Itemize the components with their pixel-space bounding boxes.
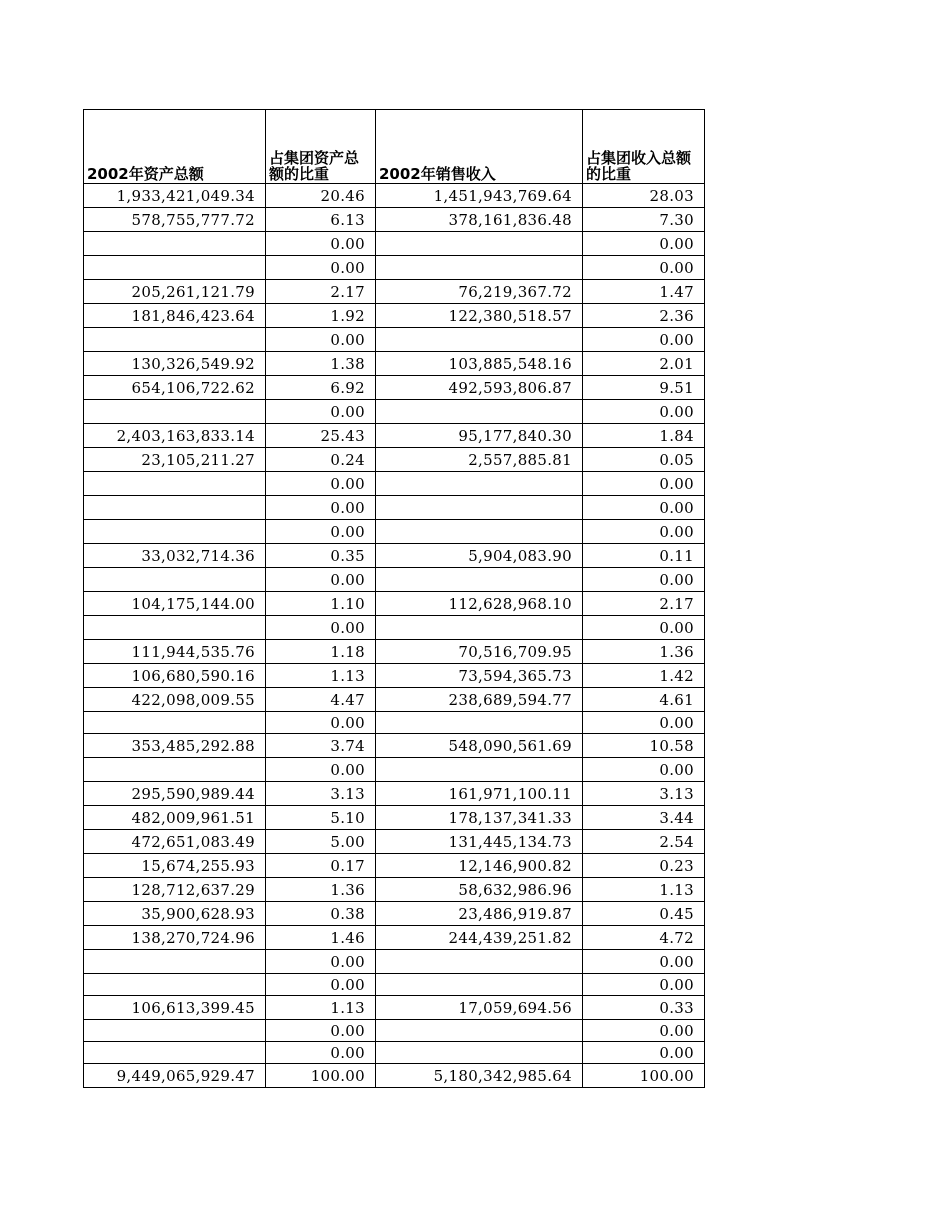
cell-asset-share[interactable]: 4.47 [266,688,376,712]
cell-sales[interactable] [376,1042,583,1064]
cell-sales[interactable]: 548,090,561.69 [376,734,583,758]
cell-asset-share[interactable]: 0.00 [266,328,376,352]
cell-sales-share[interactable]: 0.00 [583,974,705,996]
table-row [84,712,705,734]
cell-sales[interactable] [376,1020,583,1042]
header-sales[interactable]: 2002年销售收入 [376,110,583,184]
cell-sales-share[interactable]: 0.11 [583,544,705,568]
cell-sales-share[interactable]: 7.30 [583,208,705,232]
cell-asset-share[interactable]: 2.17 [266,280,376,304]
cell-asset-share[interactable]: 5.00 [266,830,376,854]
cell-asset-share[interactable]: 0.00 [266,950,376,974]
table-row [84,568,705,592]
cell-sales[interactable] [376,520,583,544]
cell-asset-share[interactable]: 3.13 [266,782,376,806]
cell-assets[interactable] [84,496,266,520]
cell-asset-share[interactable]: 1.18 [266,640,376,664]
cell-asset-share[interactable]: 0.00 [266,1020,376,1042]
cell-asset-share[interactable]: 0.00 [266,400,376,424]
cell-assets[interactable] [84,232,266,256]
cell-asset-share[interactable]: 0.00 [266,1042,376,1064]
cell-assets[interactable] [84,1042,266,1064]
cell-sales[interactable] [376,256,583,280]
table-row [84,902,705,926]
cell-sales[interactable]: 12,146,900.82 [376,854,583,878]
cell-sales-share[interactable]: 0.00 [583,568,705,592]
cell-sales-share[interactable]: 0.00 [583,472,705,496]
cell-asset-share[interactable]: 0.00 [266,520,376,544]
cell-sales[interactable]: 178,137,341.33 [376,806,583,830]
cell-sales-share[interactable]: 9.51 [583,376,705,400]
cell-assets[interactable]: 33,032,714.36 [84,544,266,568]
cell-asset-share[interactable]: 1.38 [266,352,376,376]
cell-sales[interactable]: 70,516,709.95 [376,640,583,664]
cell-sales[interactable] [376,616,583,640]
cell-sales[interactable]: 131,445,134.73 [376,830,583,854]
cell-asset-share[interactable]: 100.00 [266,1064,376,1088]
cell-assets[interactable]: 130,326,549.92 [84,352,266,376]
cell-assets[interactable]: 9,449,065,929.47 [84,1064,266,1088]
cell-sales-share[interactable]: 1.13 [583,878,705,902]
cell-asset-share[interactable]: 0.00 [266,758,376,782]
cell-sales-share[interactable]: 0.33 [583,996,705,1020]
cell-assets[interactable]: 106,680,590.16 [84,664,266,688]
cell-sales[interactable]: 2,557,885.81 [376,448,583,472]
cell-assets[interactable] [84,256,266,280]
table-row [84,926,705,950]
cell-asset-share[interactable]: 0.00 [266,974,376,996]
cell-assets[interactable]: 422,098,009.55 [84,688,266,712]
header-sales-share[interactable]: 占集团收入总额的比重 [583,110,705,184]
header-row [84,110,705,184]
cell-sales[interactable] [376,950,583,974]
cell-assets[interactable]: 104,175,144.00 [84,592,266,616]
cell-sales[interactable] [376,232,583,256]
cell-asset-share[interactable]: 0.17 [266,854,376,878]
cell-assets[interactable]: 295,590,989.44 [84,782,266,806]
cell-sales-share[interactable]: 2.01 [583,352,705,376]
cell-sales-share[interactable]: 0.00 [583,712,705,734]
table-row [84,616,705,640]
cell-assets[interactable] [84,328,266,352]
cell-sales-share[interactable]: 28.03 [583,184,705,208]
cell-sales-share[interactable]: 4.61 [583,688,705,712]
header-asset-share[interactable]: 占集团资产总额的比重 [266,110,376,184]
cell-assets[interactable]: 35,900,628.93 [84,902,266,926]
cell-sales-share[interactable]: 2.17 [583,592,705,616]
table-row [84,878,705,902]
table-row [84,854,705,878]
cell-asset-share[interactable]: 0.24 [266,448,376,472]
cell-asset-share[interactable]: 5.10 [266,806,376,830]
cell-sales-share[interactable]: 0.00 [583,232,705,256]
cell-assets[interactable]: 23,105,211.27 [84,448,266,472]
table-row [84,1064,705,1088]
table-row [84,950,705,974]
cell-assets[interactable]: 482,009,961.51 [84,806,266,830]
cell-sales[interactable]: 23,486,919.87 [376,902,583,926]
cell-sales-share[interactable]: 0.00 [583,616,705,640]
cell-sales-share[interactable]: 0.05 [583,448,705,472]
cell-assets[interactable]: 472,651,083.49 [84,830,266,854]
cell-sales-share[interactable]: 1.84 [583,424,705,448]
cell-sales[interactable] [376,496,583,520]
cell-sales[interactable]: 17,059,694.56 [376,996,583,1020]
cell-sales[interactable] [376,568,583,592]
table-row [84,304,705,328]
cell-sales[interactable] [376,974,583,996]
table-row [84,830,705,854]
cell-asset-share[interactable]: 25.43 [266,424,376,448]
cell-assets[interactable] [84,712,266,734]
cell-assets[interactable]: 1,933,421,049.34 [84,184,266,208]
table-row [84,448,705,472]
table-row [84,688,705,712]
cell-assets[interactable]: 106,613,399.45 [84,996,266,1020]
cell-asset-share[interactable]: 20.46 [266,184,376,208]
cell-asset-share[interactable]: 6.92 [266,376,376,400]
cell-sales[interactable]: 492,593,806.87 [376,376,583,400]
cell-sales-share[interactable]: 0.00 [583,328,705,352]
cell-assets[interactable] [84,472,266,496]
cell-assets[interactable]: 138,270,724.96 [84,926,266,950]
table-row [84,758,705,782]
cell-sales[interactable]: 76,219,367.72 [376,280,583,304]
header-assets[interactable]: 2002年资产总额 [84,110,266,184]
cell-sales[interactable]: 378,161,836.48 [376,208,583,232]
table-row [84,232,705,256]
table-row [84,424,705,448]
cell-assets[interactable]: 181,846,423.64 [84,304,266,328]
cell-asset-share[interactable]: 0.00 [266,568,376,592]
table-body [84,184,705,1088]
cell-sales-share[interactable]: 0.00 [583,758,705,782]
table-row [84,664,705,688]
cell-assets[interactable] [84,568,266,592]
cell-assets[interactable] [84,758,266,782]
cell-sales-share[interactable]: 0.00 [583,950,705,974]
cell-sales[interactable] [376,400,583,424]
table-row [84,400,705,424]
cell-asset-share[interactable]: 0.00 [266,616,376,640]
cell-sales[interactable]: 5,180,342,985.64 [376,1064,583,1088]
cell-asset-share[interactable]: 1.10 [266,592,376,616]
table-row [84,496,705,520]
cell-asset-share[interactable]: 3.74 [266,734,376,758]
cell-sales[interactable]: 1,451,943,769.64 [376,184,583,208]
cell-sales[interactable] [376,758,583,782]
cell-asset-share[interactable]: 0.00 [266,496,376,520]
cell-sales-share[interactable]: 0.45 [583,902,705,926]
cell-assets[interactable]: 2,403,163,833.14 [84,424,266,448]
cell-sales[interactable]: 95,177,840.30 [376,424,583,448]
cell-sales-share[interactable]: 0.23 [583,854,705,878]
cell-asset-share[interactable]: 0.00 [266,472,376,496]
table-row [84,996,705,1020]
cell-asset-share[interactable]: 1.36 [266,878,376,902]
data-table [83,109,705,1088]
table-row [84,640,705,664]
cell-asset-share[interactable]: 1.13 [266,664,376,688]
cell-sales[interactable]: 103,885,548.16 [376,352,583,376]
cell-sales-share[interactable]: 1.36 [583,640,705,664]
table-row [84,1042,705,1064]
cell-sales-share[interactable]: 0.00 [583,1042,705,1064]
cell-assets[interactable] [84,1020,266,1042]
table-row [84,376,705,400]
cell-sales[interactable] [376,712,583,734]
cell-sales[interactable]: 244,439,251.82 [376,926,583,950]
cell-sales-share[interactable]: 0.00 [583,256,705,280]
cell-sales-share[interactable]: 100.00 [583,1064,705,1088]
cell-sales[interactable]: 238,689,594.77 [376,688,583,712]
cell-sales-share[interactable]: 2.54 [583,830,705,854]
cell-sales-share[interactable]: 10.58 [583,734,705,758]
cell-sales-share[interactable]: 0.00 [583,496,705,520]
cell-sales[interactable]: 5,904,083.90 [376,544,583,568]
cell-sales-share[interactable]: 3.44 [583,806,705,830]
cell-sales-share[interactable]: 0.00 [583,520,705,544]
cell-asset-share[interactable]: 1.13 [266,996,376,1020]
cell-sales[interactable]: 58,632,986.96 [376,878,583,902]
cell-assets[interactable] [84,520,266,544]
cell-asset-share[interactable]: 0.00 [266,232,376,256]
table-row [84,520,705,544]
cell-asset-share[interactable]: 6.13 [266,208,376,232]
cell-asset-share[interactable]: 0.38 [266,902,376,926]
cell-assets[interactable] [84,950,266,974]
cell-assets[interactable]: 128,712,637.29 [84,878,266,902]
cell-assets[interactable]: 111,944,535.76 [84,640,266,664]
cell-asset-share[interactable]: 0.35 [266,544,376,568]
cell-sales[interactable]: 161,971,100.11 [376,782,583,806]
cell-assets[interactable]: 654,106,722.62 [84,376,266,400]
cell-sales-share[interactable]: 0.00 [583,400,705,424]
table-row [84,1020,705,1042]
cell-sales-share[interactable]: 3.13 [583,782,705,806]
cell-sales[interactable]: 112,628,968.10 [376,592,583,616]
cell-sales-share[interactable]: 4.72 [583,926,705,950]
cell-assets[interactable] [84,974,266,996]
table-row [84,592,705,616]
cell-sales[interactable] [376,328,583,352]
cell-sales[interactable]: 122,380,518.57 [376,304,583,328]
table-row [84,352,705,376]
cell-assets[interactable] [84,400,266,424]
table-row [84,280,705,304]
cell-assets[interactable]: 205,261,121.79 [84,280,266,304]
table-row [84,782,705,806]
cell-sales[interactable]: 73,594,365.73 [376,664,583,688]
cell-sales[interactable] [376,472,583,496]
table-row [84,472,705,496]
cell-asset-share[interactable]: 0.00 [266,256,376,280]
cell-sales-share[interactable]: 1.42 [583,664,705,688]
cell-assets[interactable]: 353,485,292.88 [84,734,266,758]
table-row [84,328,705,352]
table-row [84,208,705,232]
table-row [84,184,705,208]
cell-sales-share[interactable]: 2.36 [583,304,705,328]
cell-assets[interactable] [84,616,266,640]
cell-assets[interactable]: 15,674,255.93 [84,854,266,878]
cell-asset-share[interactable]: 1.46 [266,926,376,950]
table-row [84,974,705,996]
table-row [84,544,705,568]
cell-assets[interactable]: 578,755,777.72 [84,208,266,232]
table-row [84,734,705,758]
cell-asset-share[interactable]: 1.92 [266,304,376,328]
cell-asset-share[interactable]: 0.00 [266,712,376,734]
table-row [84,806,705,830]
cell-sales-share[interactable]: 1.47 [583,280,705,304]
cell-sales-share[interactable]: 0.00 [583,1020,705,1042]
table-row [84,256,705,280]
